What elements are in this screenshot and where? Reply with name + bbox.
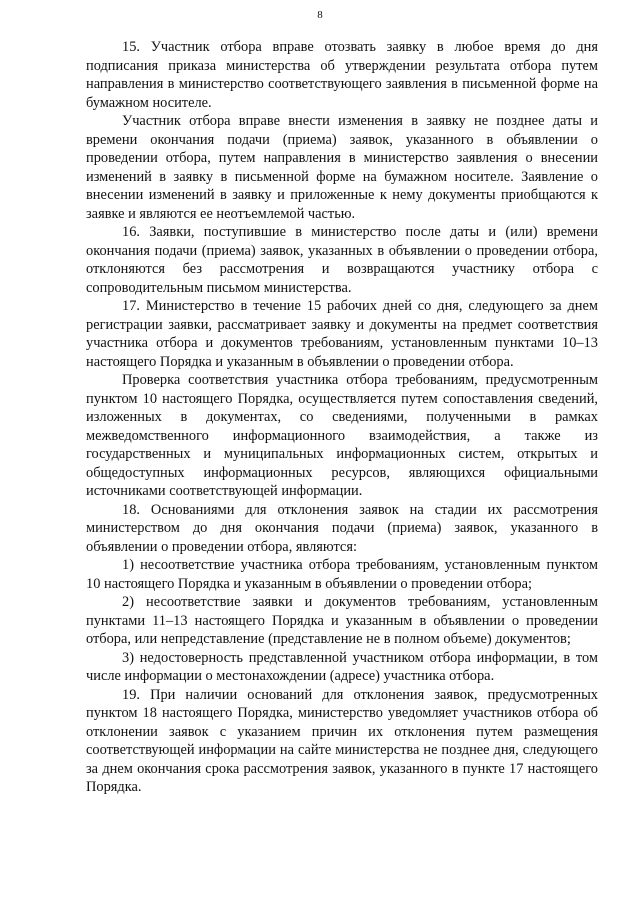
paragraph-19: 19. При наличии оснований для отклонения заявок, предусмотренных пунктом 18 настоящего Порядка, министерство уведомляет участников отбора об отклонении заявок с указанием причин их отклонения путем размещения соответствующей информации на сайте министерства не позднее дня, следующего за днем окончания срока рассмотрения заявок, указанного в пункте 17 настоящего Порядка.: [86, 686, 598, 795]
paragraph-15-changes: Участник отбора вправе внести изменения в заявку не позднее даты и времени окончания подачи (приема) заявок, указанного в объявлении о проведении отбора, путем направления в министерство заявления о внесении изменений в заявку в письменной форме на бумажном носителе. Заявление о внесении изменений в заявку и приложенные к нему документы приобщаются к заявке и являются ее неотъемлемой частью.: [86, 113, 598, 222]
page-number: 8: [317, 9, 323, 21]
paragraph-18-item-3: 3) недостоверность представленной участником отбора информации, в том числе информации о местонахождении (адресе) участника отбора.: [86, 649, 598, 684]
paragraph-17: 17. Министерство в течение 15 рабочих дней со дня, следующего за днем регистрации заявки, рассматривает заявку и документы на предмет соответствия участника отбора и документов требованиям, установленным пунктами 10–13 настоящего Порядка и указанным в объявлении о проведении отбора.: [86, 298, 598, 370]
paragraph-15: 15. Участник отбора вправе отозвать заявку в любое время до дня подписания приказа министерства об утверждении результата отбора путем направления в министерство соответствующего заявления в письменной форме на бумажном носителе.: [86, 39, 598, 111]
paragraph-16: 16. Заявки, поступившие в министерство после даты и (или) времени окончания подачи (приема) заявок, указанных в объявлении о проведении отбора, отклоняются без рассмотрения и возвращаются участнику отбора с сопроводительным письмом министерства.: [86, 224, 598, 296]
document-body: [86, 38, 598, 797]
paragraph-18-item-1: 1) несоответствие участника отбора требованиям, установленным пунктом 10 настоящего Порядка и указанным в объявлении о проведении отбора;: [86, 557, 598, 592]
paragraph-17-verification: Проверка соответствия участника отбора требованиям, предусмотренным пунктом 10 настоящего Порядка, осуществляется путем сопоставления сведений, изложенных в документах, со сведениями, полученными в рамках межведомственного информационного взаимодействия, а также из государственных и муниципальных информационных систем, открытых и общедоступных информационных ресурсов, являющихся официальными источниками соответствующей информации.: [86, 372, 598, 499]
paragraph-18-item-2: 2) несоответствие заявки и документов требованиям, установленным пунктами 11–13 настоящего Порядка и указанным в объявлении о проведении отбора, или непредставление (представление не в полном объеме) документов;: [86, 594, 598, 647]
paragraph-18: 18. Основаниями для отклонения заявок на стадии их рассмотрения министерством до дня окончания подачи (приема) заявок, указанного в объявлении о проведении отбора, являются:: [86, 501, 598, 555]
